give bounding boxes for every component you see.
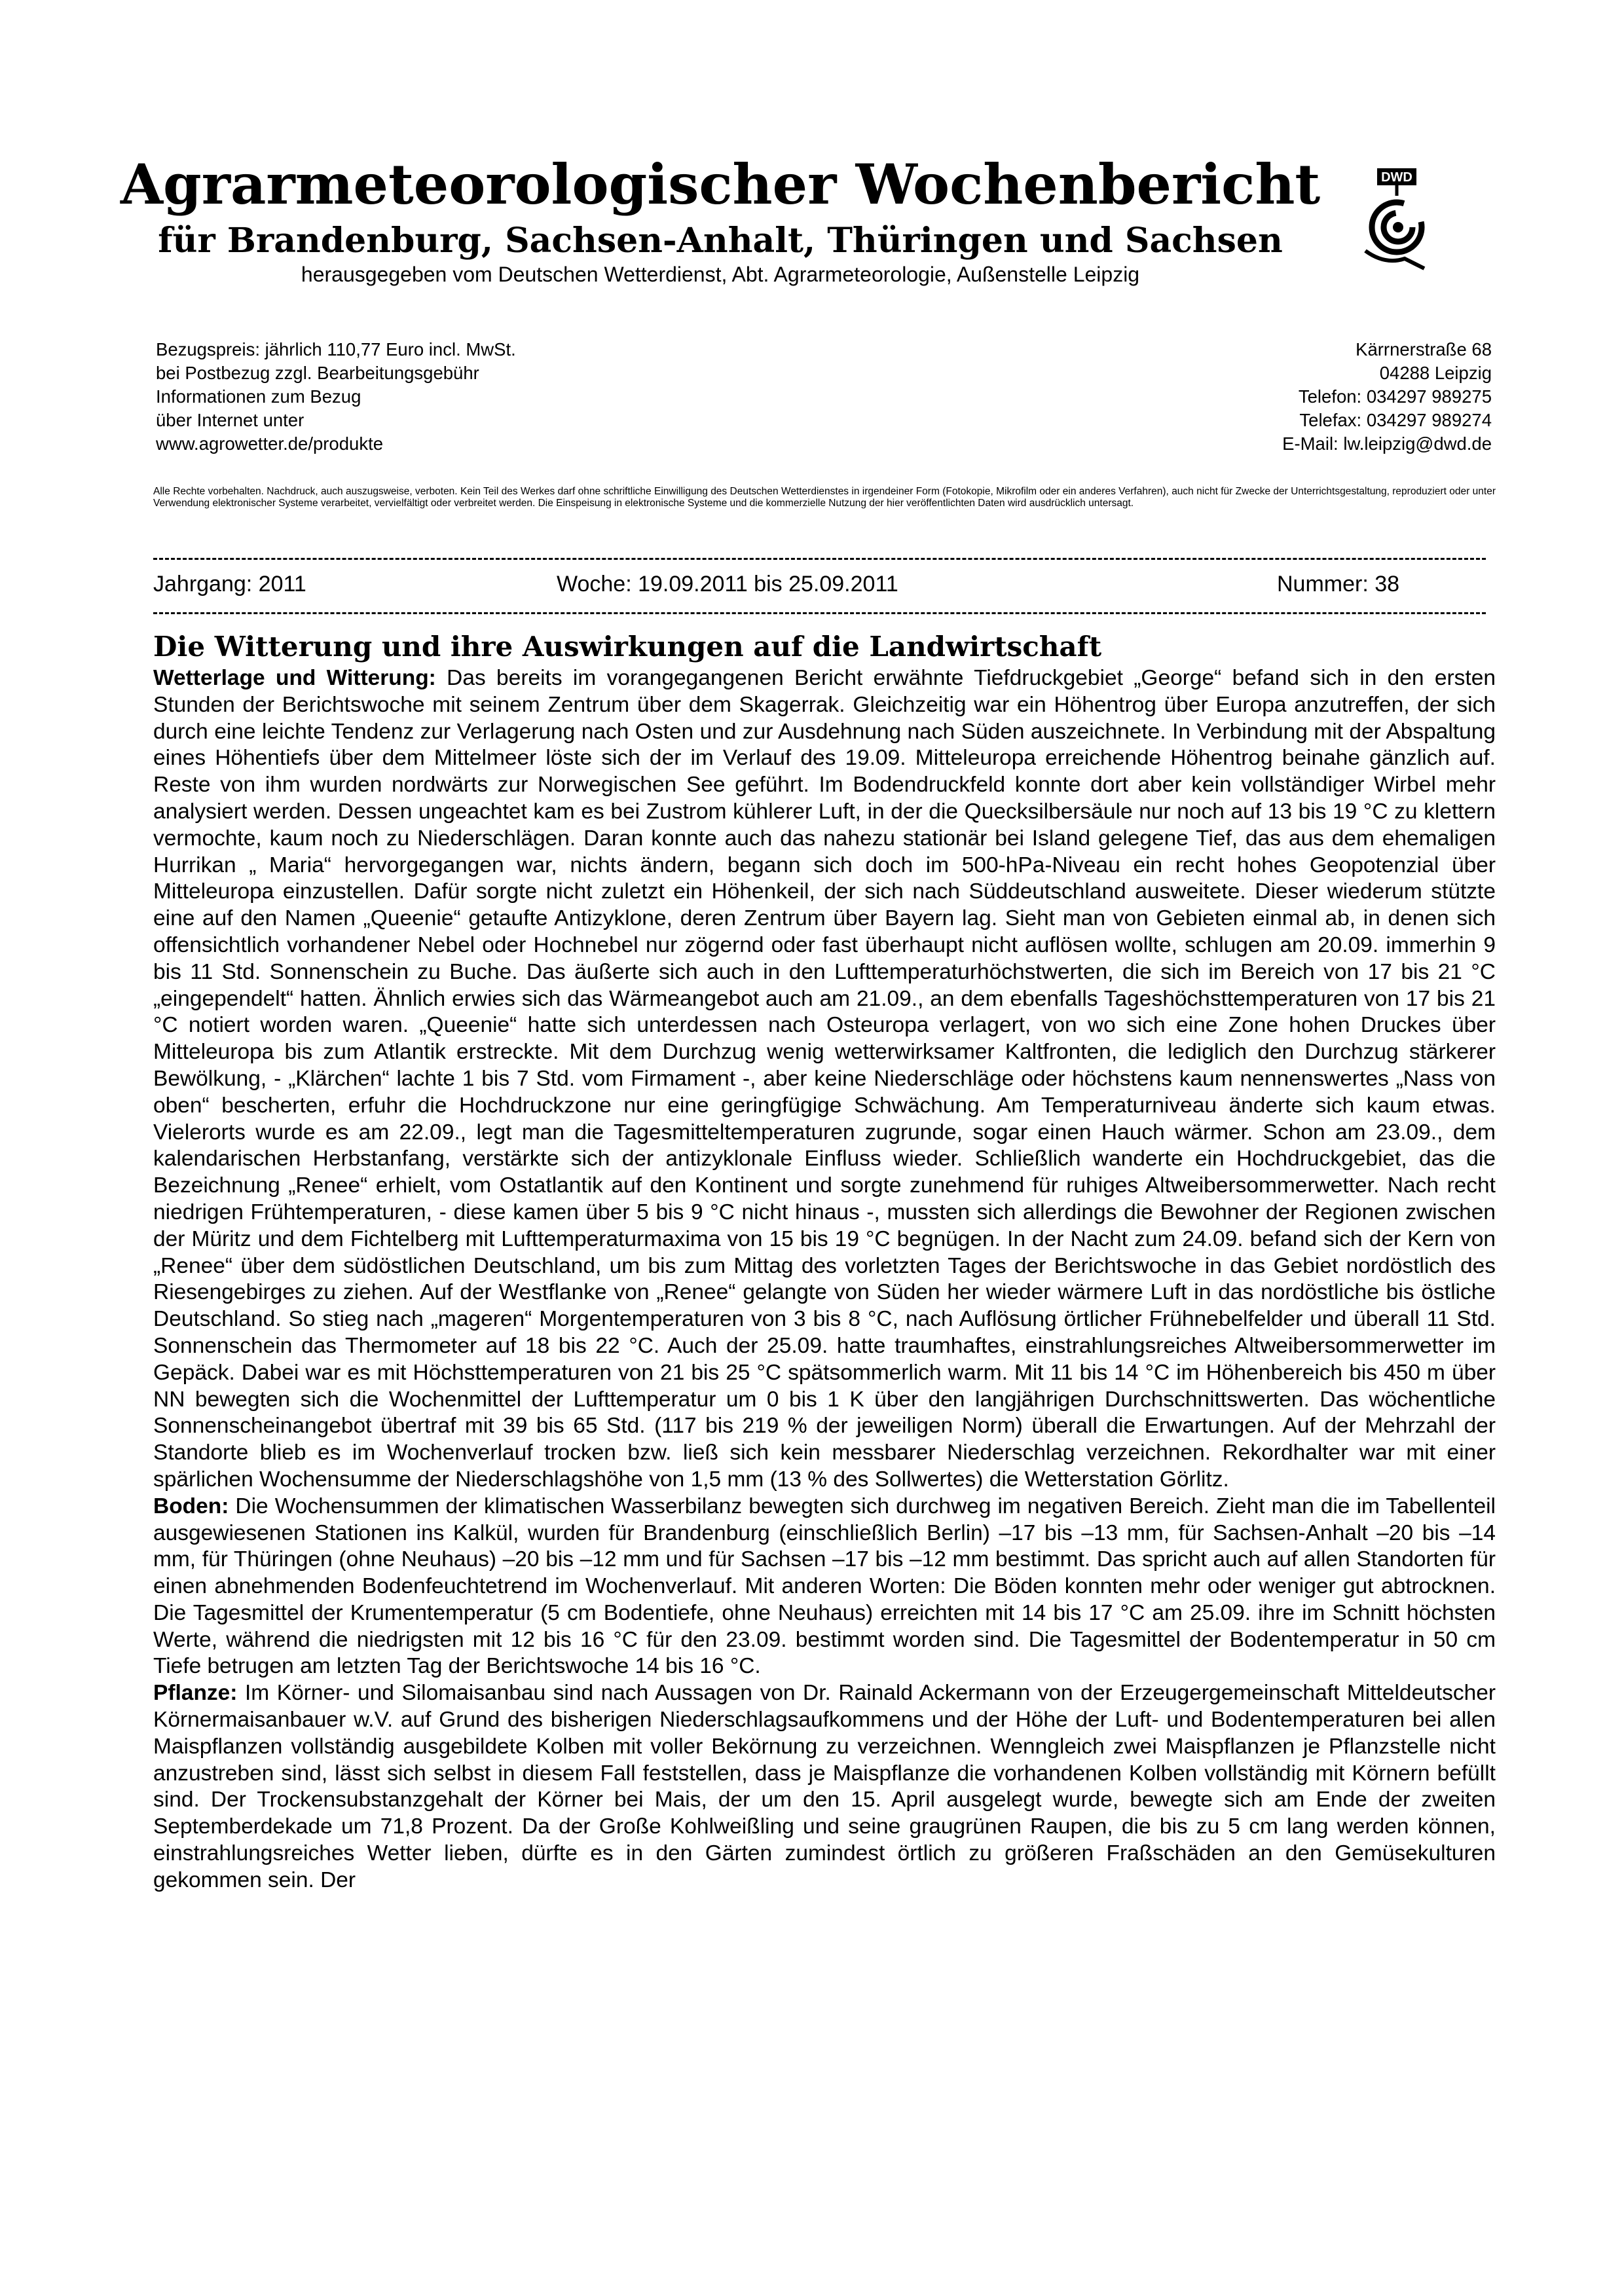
subscription-info bbox=[156, 338, 745, 456]
dwd-logo-text: DWD bbox=[1381, 170, 1412, 185]
plant-paragraph bbox=[153, 1680, 1496, 1894]
info-line: Informationen zum Bezug bbox=[156, 386, 361, 407]
divider-top bbox=[153, 558, 1486, 560]
soil-label: Boden: bbox=[153, 1494, 229, 1518]
phone-number: Telefon: 034297 989275 bbox=[1298, 386, 1492, 407]
street-address: Kärrnerstraße 68 bbox=[1356, 339, 1492, 359]
copyright-notice: Alle Rechte vorbehalten. Nachdruck, auch auszugsweise, verboten. Kein Teil des Werkes darf ohne schriftliche Einwilligung des Deutschen Wetterdienstes in irgendeiner Form (Fotokopie, Mikrofilm oder ein anderes Verfahren), auch nicht für Zwecke der Unterrichtsgestaltung, reproduziert oder unter Verwendung elektronischer Systeme verarbeitet, vervielfältigt oder verbreitet werden. Die Einspeisung in elektronische Systeme und die kommerzielle Nutzung der hier veröffentlichten Daten wird ausdrücklich untersagt. bbox=[153, 486, 1496, 509]
volume-year: Jahrgang: 2011 bbox=[153, 572, 306, 597]
issue-number: Nummer: 38 bbox=[1277, 572, 1400, 597]
contact-info bbox=[1048, 338, 1492, 456]
report-subtitle: für Brandenburg, Sachsen-Anhalt, Thüringen und Sachsen bbox=[158, 221, 1283, 261]
weather-paragraph bbox=[153, 665, 1496, 1494]
products-link[interactable]: www.agrowetter.de/produkte bbox=[156, 433, 383, 454]
fax-number: Telefax: 034297 989274 bbox=[1299, 410, 1492, 430]
internet-line: über Internet unter bbox=[156, 410, 304, 430]
price-line: Bezugspreis: jährlich 110,77 Euro incl. MwSt. bbox=[156, 339, 516, 359]
publisher-line: herausgegeben vom Deutschen Wetterdienst, Abt. Agrarmeteorologie, Außenstelle Leipzig bbox=[301, 263, 1140, 286]
plant-text: Im Körner- und Silomaisanbau sind nach Aussagen von Dr. Rainald Ackermann von der Erzeugergemeinschaft Mitteldeutscher Körnermaisanbauer w.V. auf Grund des bisherigen Niederschlagsaufkommens und der Höhe der Luft- und Bodentemperaturen bei allen Maispflanzen vollständig ausgebildete Kolben mit voller Bekörnung zu verzeichnen. Wenngleich zwei Maispflanzen je Pflanzstelle nicht anzustreben sind, lässt sich selbst in diesem Fall feststellen, dass je Maispflanze die vorhandenen Kolben vollständig mit Körnern befüllt sind. Der Trockensubstanzgehalt der Körner bei Mais, der um den 15. April ausgelegt wurde, bewegte sich am Ende der zweiten Septemberdekade um 71,8 Prozent. Da der Große Kohlweißling und seine graugrünen Raupen, die bis zu 5 cm lang werden können, einstrahlungsreiches Wetter lieben, dürfte es in den Gärten zumindest örtlich zu größeren Fraßschäden an den Gemüsekulturen gekommen sein. Der bbox=[153, 1681, 1496, 1892]
dwd-logo bbox=[1359, 167, 1431, 272]
email-link[interactable]: E-Mail: lw.leipzig@dwd.de bbox=[1282, 433, 1492, 454]
soil-paragraph bbox=[153, 1494, 1496, 1681]
city-address: 04288 Leipzig bbox=[1379, 363, 1492, 383]
soil-text: Die Wochensummen der klimatischen Wasserbilanz bewegten sich durchweg im negativen Bereich. Zieht man die im Tabellenteil ausgewiesenen Stationen ins Kalkül, wurden für Brandenburg (einschließlich Berlin) –17 bis –13 mm, für Sachsen-Anhalt –20 bis –14 mm, für Thüringen (ohne Neuhaus) –20 bis –12 mm und für Sachsen –17 bis –12 mm bestimmt. Das spricht auch auf allen Standorten für einen abnehmenden Bodenfeuchtetrend im Wochenverlauf. Mit anderen Worten: Die Böden konnten mehr oder weniger gut abtrocknen. Die Tagesmittel der Krumentemperatur (5 cm Bodentiefe, ohne Neuhaus) erreichten mit 14 bis 17 °C am 25.09. ihre im Schnitt höchsten Werte, während die niedrigsten mit 12 bis 16 °C für den 23.09. bestimmt worden sind. Die Tagesmittel der Bodentemperatur in 50 cm Tiefe betrugen am letzten Tag der Berichtswoche 14 bis 16 °C. bbox=[153, 1494, 1496, 1679]
postage-line: bei Postbezug zzgl. Bearbeitungsgebühr bbox=[156, 363, 479, 383]
divider-bottom bbox=[153, 612, 1486, 614]
report-title: Agrarmeteorologischer Wochenbericht bbox=[120, 152, 1321, 217]
weather-label: Wetterlage und Witterung: bbox=[153, 666, 436, 690]
section-title: Die Witterung und ihre Auswirkungen auf die Landwirtschaft bbox=[153, 631, 1102, 663]
week-range: Woche: 19.09.2011 bis 25.09.2011 bbox=[557, 572, 898, 597]
plant-label: Pflanze: bbox=[153, 1681, 238, 1706]
report-body bbox=[153, 665, 1496, 1894]
weather-text: Das bereits im vorangegangenen Bericht erwähnte Tiefdruckgebiet „George“ befand sich in den ersten Stunden der Berichtswoche mit seinem Zentrum über dem Skagerrak. Gleichzeitig war ein Höhentrog über Europa anzutreffen, der sich durch eine leichte Tendenz zur Verlagerung nach Osten und zur Ausdehnung nach Süden auszeichnete. In Verbindung mit der Abspaltung eines Höhentiefs über dem Mittelmeer löste sich der im Verlauf des 19.09. Mitteleuropa erreichende Höhentrog beinahe gänzlich auf. Reste von ihm wurden nordwärts zur Norwegischen See geführt. Im Bodendruckfeld konnte dort aber kein vollständiger Wirbel mehr analysiert werden. Dessen ungeachtet kam es bei Zustrom kühlerer Luft, in der die Quecksilbersäule nur noch auf 13 bis 19 °C zu klettern vermochte, kaum noch zu Niederschlägen. Daran konnte auch das nahezu stationär bei Island gelegene Tief, das aus dem ehemaligen Hurrikan „ Maria“ hervorgegangen war, nichts ändern, begann sich doch im 500-hPa-Niveau ein recht hohes Geopotenzial über Mitteleuropa einzustellen. Dafür sorgte nicht zuletzt ein Höhenkeil, der sich nach Süddeutschland ausweitete. Dieser wiederum stützte eine auf den Namen „Queenie“ getaufte Antizyklone, deren Zentrum über Bayern lag. Sieht man von Gebieten einmal ab, in denen sich offensichtlich vorhandener Nebel oder Hochnebel nur zögernd oder fast überhaupt nicht auflösen wollte, schlugen am 20.09. immerhin 9 bis 11 Std. Sonnenschein zu Buche. Das äußerte sich auch in den Lufttemperaturhöchstwerten, die sich im Bereich von 17 bis 21 °C „eingependelt“ hatten. Ähnlich erwies sich das Wärmeangebot auch am 21.09., an dem ebenfalls Tageshöchsttemperaturen von 17 bis 21 °C notiert worden waren. „Queenie“ hatte sich unterdessen nach Osteuropa verlagert, von wo sich eine Zone hohen Druckes über Mitteleuropa bis zum Atlantik erstreckte. Mit dem Durchzug wenig wetterwirksamer Kaltfronten, die lediglich den Durchzug stärkerer Bewölkung, - „Klärchen“ lachte 1 bis 7 Std. vom Firmament -, aber keine Niederschläge oder höchstens kaum nennenswertes „Nass von oben“ bescherten, erfuhr die Hochdruckzone nur eine geringfügige Schwächung. Am Temperaturniveau änderte sich kaum etwas. Vielerorts wurde es am 22.09., legt man die Tagesmitteltemperaturen zugrunde, sogar einen Hauch wärmer. Schon am 23.09., dem kalendarischen Herbstanfang, verstärkte sich der antizyklonale Einfluss wieder. Schließlich wanderte ein Hochdruckgebiet, das die Bezeichnung „Renee“ erhielt, vom Ostatlantik auf den Kontinent und sorgte zunehmend für ruhiges Altweibersommerwetter. Nach recht niedrigen Frühtemperaturen, - diese kamen über 5 bis 9 °C nicht hinaus -, mussten sich allerdings die Bewohner der Regionen zwischen der Müritz und dem Fichtelberg mit Lufttemperaturmaxima von 15 bis 19 °C begnügen. In der Nacht zum 24.09. befand sich der Kern von „Renee“ über dem südöstlichen Deutschland, um bis zum Mittag des vorletzten Tages der Berichtswoche in das Gebiet nordöstlich des Riesengebirges zu ziehen. Auf der Westflanke von „Renee“ gelangte von Süden her wieder wärmere Luft in das nordöstliche bis östliche Deutschland. So stieg nach „mageren“ Morgentemperaturen von 3 bis 8 °C, nach Auflösung örtlicher Frühnebelfelder und überall 11 Std. Sonnenschein das Thermometer auf 18 bis 22 °C. Auch der 25.09. hatte traumhaftes, einstrahlungsreiches Altweibersommerwetter im Gepäck. Dabei war es mit Höchsttemperaturen von 21 bis 25 °C spätsommerlich warm. Mit 11 bis 14 °C im Höhenbereich bis 450 m über NN bewegten sich die Wochenmittel der Lufttemperatur um 0 bis 1 K über den langjährigen Durchschnittswerten. Das wöchentliche Sonnenscheinangebot übertraf mit 39 bis 65 Std. (117 bis 219 % der jeweiligen Norm) überall die Erwartungen. Auf der Mehrzahl der Standorte blieb es im Wochenverlauf trocken bzw. ließ sich kein messbarer Niederschlag verzeichnen. Rekordhalter war mit einer spärlichen Wochensumme der Niederschlagshöhe von 1,5 mm (13 % des Sollwertes) die Wetterstation Görlitz. bbox=[153, 666, 1496, 1492]
